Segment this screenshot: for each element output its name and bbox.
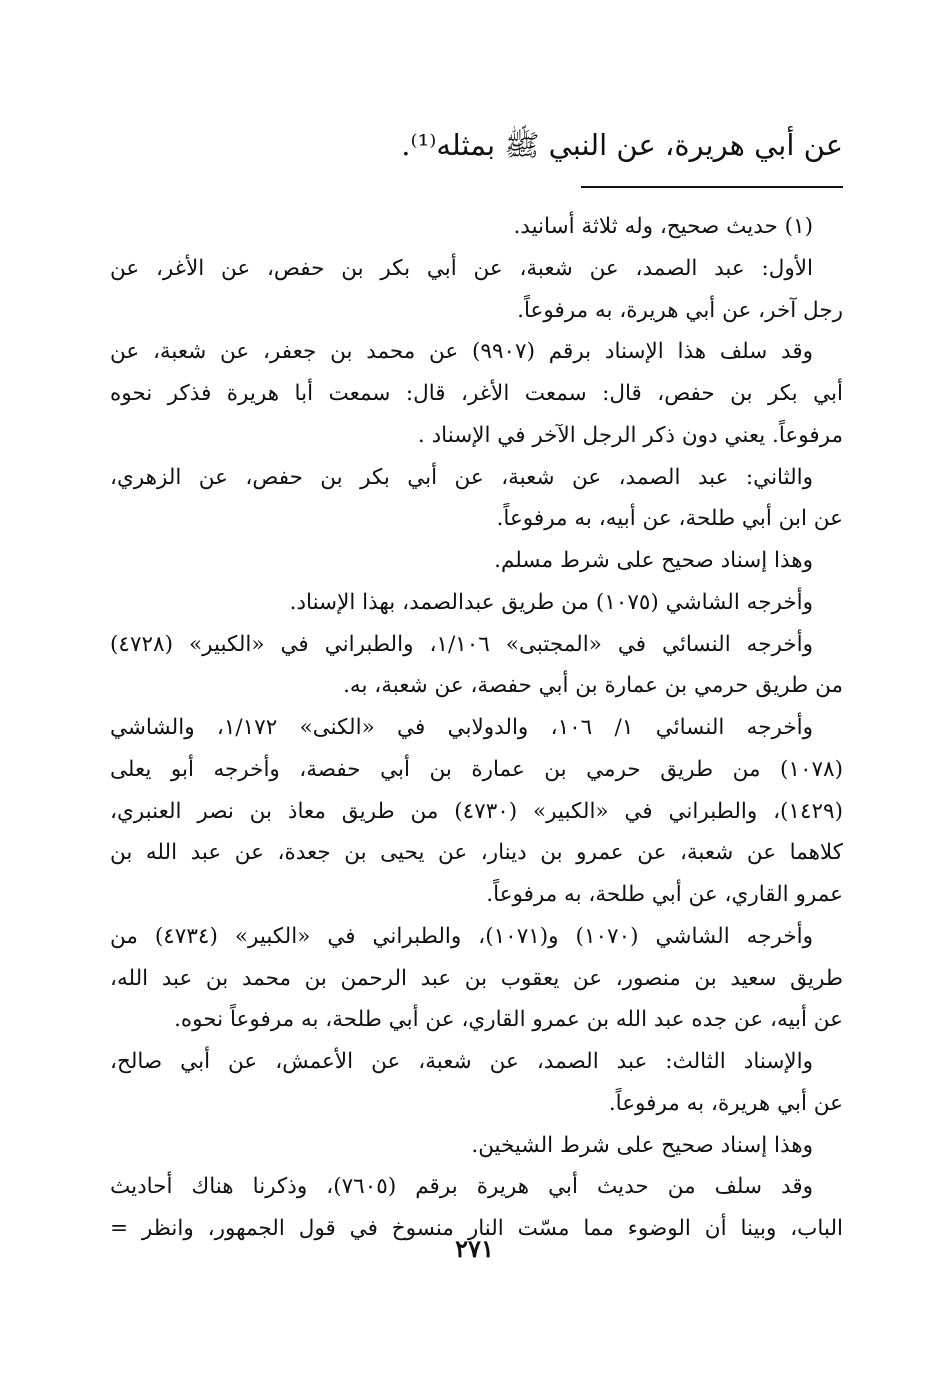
footnote-line: عن أبي هريرة، به مرفوعاً. <box>608 1090 843 1116</box>
footnote-line: عن ابن أبي طلحة، عن أبيه، به مرفوعاً. <box>496 506 843 532</box>
footnote-line: عمرو القاري، عن أبي طلحة، به مرفوعاً. <box>486 882 843 907</box>
footnote-line: الأول: عبد الصمد، عن شعبة، عن أبي بكر بن حفص، عن الأغر، عن <box>110 255 813 281</box>
footnote-line: رجل آخر، عن أبي هريرة، به مرفوعاً. <box>517 297 843 323</box>
footnote-line: (١٠٧٨) من طريق حرمي بن عمارة بن أبي حفصة، وأخرجه أبو يعلى <box>110 756 843 782</box>
footnote-line: وهذا إسناد صحيح على شرط مسلم. <box>494 548 813 573</box>
footnote-line: وأخرجه النسائي ١/ ١٠٦، والدولابي في «الكنى» ١/١٧٢، والشاشي <box>110 715 813 740</box>
main-text-line: عن أبي هريرة، عن النبي ﷺ بمثله⁽¹⁾. <box>401 128 843 162</box>
footnote-line: عن أبيه، عن جده عبد الله بن عمرو القاري، عن أبي طلحة، به مرفوعاً نحوه. <box>174 1007 843 1033</box>
footnote-line: أبي بكر بن حفص، قال: سمعت الأغر، قال: سمعت أبا هريرة فذكر نحوه <box>110 381 843 406</box>
footnote-line: (١) حديث صحيح، وله ثلاثة أسانيد. <box>513 214 813 239</box>
footnote-line: مرفوعاً. يعني دون ذكر الرجل الآخر في الإسناد . <box>417 422 843 448</box>
footnotes <box>110 206 843 1250</box>
footnote-line: من طريق حرمي بن عمارة بن أبي حفصة، عن شعبة، به. <box>343 673 843 699</box>
footnote-divider <box>581 186 843 188</box>
footnote-line: وهذا إسناد صحيح على شرط الشيخين. <box>471 1132 813 1158</box>
footnote-line: والإسناد الثالث: عبد الصمد، عن شعبة، عن الأعمش، عن أبي صالح، <box>110 1049 813 1074</box>
footnote-line: وأخرجه الشاشي (١٠٧٠) و(١٠٧١)، والطبراني في «الكبير» (٤٧٣٤) من <box>110 923 813 949</box>
footnote-line: الباب، وبينا أن الوضوء مما مسّت النار منسوخ في قول الجمهور، وانظر = <box>110 1216 843 1241</box>
footnote-line: (١٤٢٩)، والطبراني في «الكبير» (٤٧٣٠) من طريق معاذ بن نصر العنبري، <box>110 798 843 824</box>
page-number: ٢٧١ <box>455 1234 494 1263</box>
footnote-line: كلاهما عن شعبة، عن عمرو بن دينار، عن يحيى بن جعدة، عن عبد الله بن <box>110 840 843 866</box>
footnote-line: وأخرجه الشاشي (١٠٧٥) من طريق عبدالصمد، بهذا الإسناد. <box>289 589 813 615</box>
footnote-line: وقد سلف من حديث أبي هريرة برقم (٧٦٠٥)، وذكرنا هناك أحاديث <box>110 1174 813 1200</box>
footnote-line: وقد سلف هذا الإسناد برقم (٩٩٠٧) عن محمد بن جعفر، عن شعبة، عن <box>110 339 813 365</box>
footnote-line: طريق سعيد بن منصور، عن يعقوب بن عبد الرحمن بن محمد بن عبد الله، <box>110 965 843 991</box>
footnote-line: والثاني: عبد الصمد، عن شعبة، عن أبي بكر بن حفص، عن الزهري، <box>110 464 813 490</box>
footnote-line: وأخرجه النسائي في «المجتبى» ١/١٠٦، والطبراني في «الكبير» (٤٧٢٨) <box>110 631 813 657</box>
